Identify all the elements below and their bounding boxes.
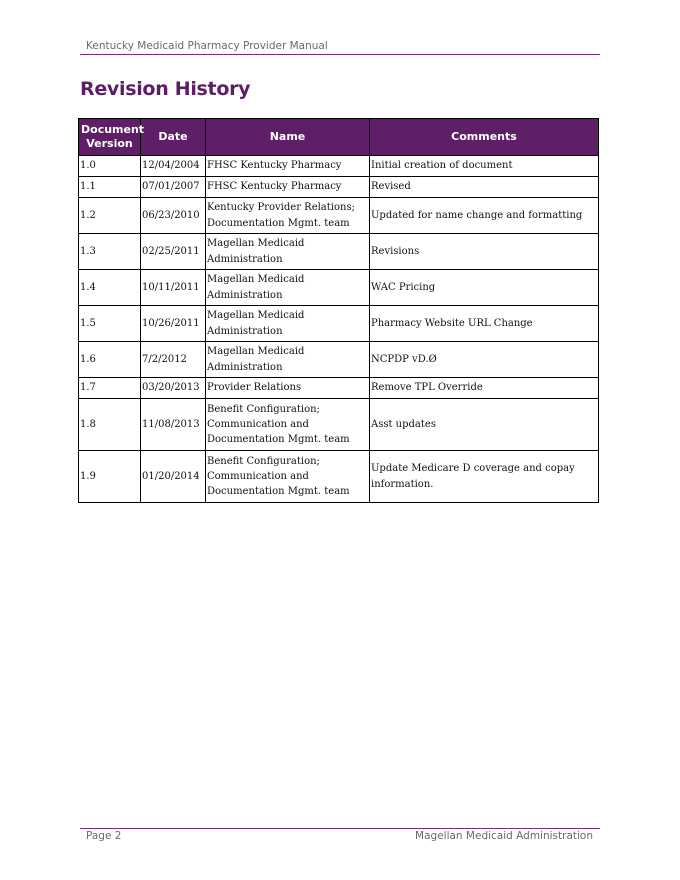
cell-date: 11/08/2013 <box>141 399 206 451</box>
cell-name: Kentucky Provider Relations; Documentation Mgmt. team <box>206 198 370 234</box>
cell-name: FHSC Kentucky Pharmacy <box>206 156 370 177</box>
page-title: Revision History <box>80 78 251 100</box>
table-row <box>79 270 599 306</box>
cell-name: Provider Relations <box>206 378 370 399</box>
cell-comments: WAC Pricing <box>370 270 599 306</box>
column-header-comments: Comments <box>370 119 599 156</box>
cell-comments: Updated for name change and formatting <box>370 198 599 234</box>
cell-date: 10/11/2011 <box>141 270 206 306</box>
cell-version: 1.7 <box>79 378 141 399</box>
cell-date: 03/20/2013 <box>141 378 206 399</box>
cell-name: Magellan Medicaid Administration <box>206 306 370 342</box>
table-row <box>79 342 599 378</box>
cell-name: Benefit Configuration; Communication and Documentation Mgmt. team <box>206 399 370 451</box>
cell-date: 07/01/2007 <box>141 177 206 198</box>
cell-name: FHSC Kentucky Pharmacy <box>206 177 370 198</box>
table-row <box>79 198 599 234</box>
cell-comments: Asst updates <box>370 399 599 451</box>
cell-name: Benefit Configuration; Communication and Documentation Mgmt. team <box>206 451 370 503</box>
cell-comments: Remove TPL Override <box>370 378 599 399</box>
cell-date: 06/23/2010 <box>141 198 206 234</box>
cell-version: 1.2 <box>79 198 141 234</box>
cell-version: 1.4 <box>79 270 141 306</box>
cell-version: 1.8 <box>79 399 141 451</box>
cell-comments: Pharmacy Website URL Change <box>370 306 599 342</box>
cell-name: Magellan Medicaid Administration <box>206 234 370 270</box>
cell-version: 1.6 <box>79 342 141 378</box>
column-header-version: Document Version <box>79 119 141 156</box>
table-row <box>79 156 599 177</box>
header-divider <box>80 54 600 55</box>
cell-version: 1.0 <box>79 156 141 177</box>
running-header: Kentucky Medicaid Pharmacy Provider Manual <box>86 40 328 52</box>
cell-date: 12/04/2004 <box>141 156 206 177</box>
cell-version: 1.9 <box>79 451 141 503</box>
page-number: Page 2 <box>86 830 122 842</box>
cell-version: 1.5 <box>79 306 141 342</box>
cell-date: 7/2/2012 <box>141 342 206 378</box>
table-row <box>79 399 599 451</box>
footer-divider <box>80 828 600 829</box>
cell-comments: Revised <box>370 177 599 198</box>
column-header-name: Name <box>206 119 370 156</box>
column-header-date: Date <box>141 119 206 156</box>
cell-name: Magellan Medicaid Administration <box>206 270 370 306</box>
footer-organization: Magellan Medicaid Administration <box>415 830 593 842</box>
table-row <box>79 234 599 270</box>
cell-date: 01/20/2014 <box>141 451 206 503</box>
cell-comments: Update Medicare D coverage and copay information. <box>370 451 599 503</box>
cell-version: 1.1 <box>79 177 141 198</box>
table-row <box>79 306 599 342</box>
table-header-row <box>79 119 599 156</box>
cell-comments: NCPDP vD.Ø <box>370 342 599 378</box>
cell-name: Magellan Medicaid Administration <box>206 342 370 378</box>
cell-comments: Initial creation of document <box>370 156 599 177</box>
table-row <box>79 451 599 503</box>
cell-date: 02/25/2011 <box>141 234 206 270</box>
table-row <box>79 378 599 399</box>
cell-version: 1.3 <box>79 234 141 270</box>
cell-date: 10/26/2011 <box>141 306 206 342</box>
revision-history-table <box>78 118 599 503</box>
table-row <box>79 177 599 198</box>
cell-comments: Revisions <box>370 234 599 270</box>
